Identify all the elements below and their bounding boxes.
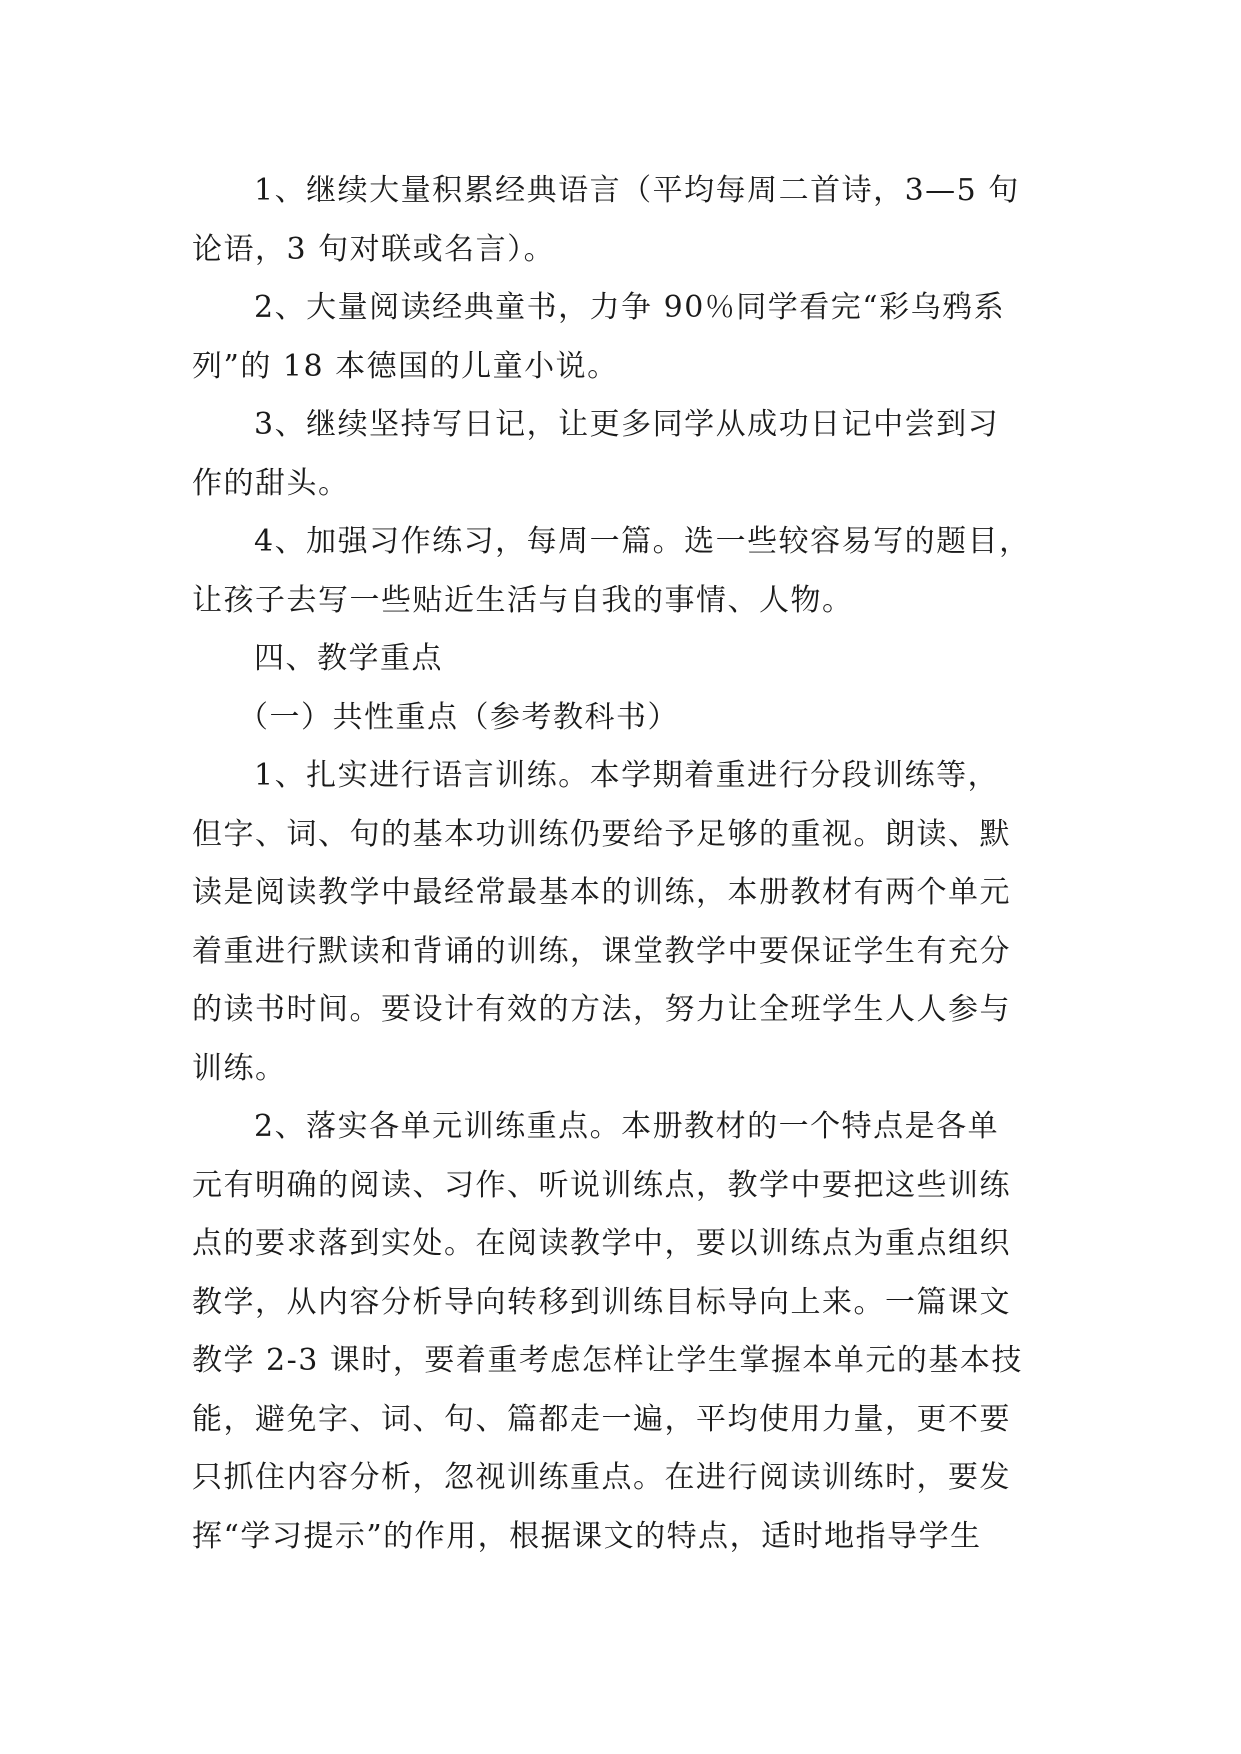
paragraph-line: 的读书时间。要设计有效的方法，努力让全班学生人人参与 xyxy=(192,992,1011,1027)
subsection-heading: （一）共性重点（参考教科书） xyxy=(238,699,679,735)
paragraph-line: 能，避免字、词、句、篇都走一遍，平均使用力量，更不要 xyxy=(192,1401,1011,1437)
paragraph-line: 挥“学习提示”的作用，根据课文的特点，适时地指导学生 xyxy=(192,1518,982,1554)
section-heading: 四、教学重点 xyxy=(254,641,443,676)
paragraph-line: 2、大量阅读经典童书，力争 90％同学看完“彩乌鸦系 xyxy=(254,290,1006,325)
paragraph-line: 着重进行默读和背诵的训练，课堂教学中要保证学生有充分 xyxy=(192,933,1011,969)
paragraph-line: 训练。 xyxy=(192,1050,287,1086)
document-body xyxy=(192,162,1052,1566)
paragraph-line: 1、扎实进行语言训练。本学期着重进行分段训练等， xyxy=(254,758,1000,793)
paragraph-line: 只抓住内容分析，忽视训练重点。在进行阅读训练时，要发 xyxy=(192,1460,1011,1495)
paragraph-line: 4、加强习作练习，每周一篇。选一些较容易写的题目， xyxy=(254,524,1031,559)
paragraph-line: 论语，3 句对联或名言）。 xyxy=(192,231,556,267)
paragraph-line: 3、继续坚持写日记，让更多同学从成功日记中尝到习 xyxy=(254,407,1000,442)
paragraph-line: 教学，从内容分析导向转移到训练目标导向上来。一篇课文 xyxy=(192,1284,1011,1320)
paragraph-line: 1、继续大量积累经典语言（平均每周二首诗，3—5 句 xyxy=(254,173,1020,208)
paragraph-line: 2、落实各单元训练重点。本册教材的一个特点是各单 xyxy=(254,1109,1000,1144)
paragraph-line: 读是阅读教学中最经常最基本的训练，本册教材有两个单元 xyxy=(192,875,1011,910)
paragraph-line: 作的甜头。 xyxy=(192,465,350,501)
paragraph-line: 但字、词、句的基本功训练仍要给予足够的重视。朗读、默 xyxy=(192,816,1011,852)
paragraph-line: 让孩子去写一些贴近生活与自我的事情、人物。 xyxy=(192,582,854,618)
paragraph-line: 元有明确的阅读、习作、听说训练点，教学中要把这些训练 xyxy=(192,1167,1011,1203)
paragraph-line: 教学 2-3 课时，要着重考虑怎样让学生掌握本单元的基本技 xyxy=(192,1343,1023,1378)
paragraph-line: 点的要求落到实处。在阅读教学中，要以训练点为重点组织 xyxy=(192,1226,1011,1261)
paragraph-line: 列”的 18 本德国的儿童小说。 xyxy=(192,348,619,384)
